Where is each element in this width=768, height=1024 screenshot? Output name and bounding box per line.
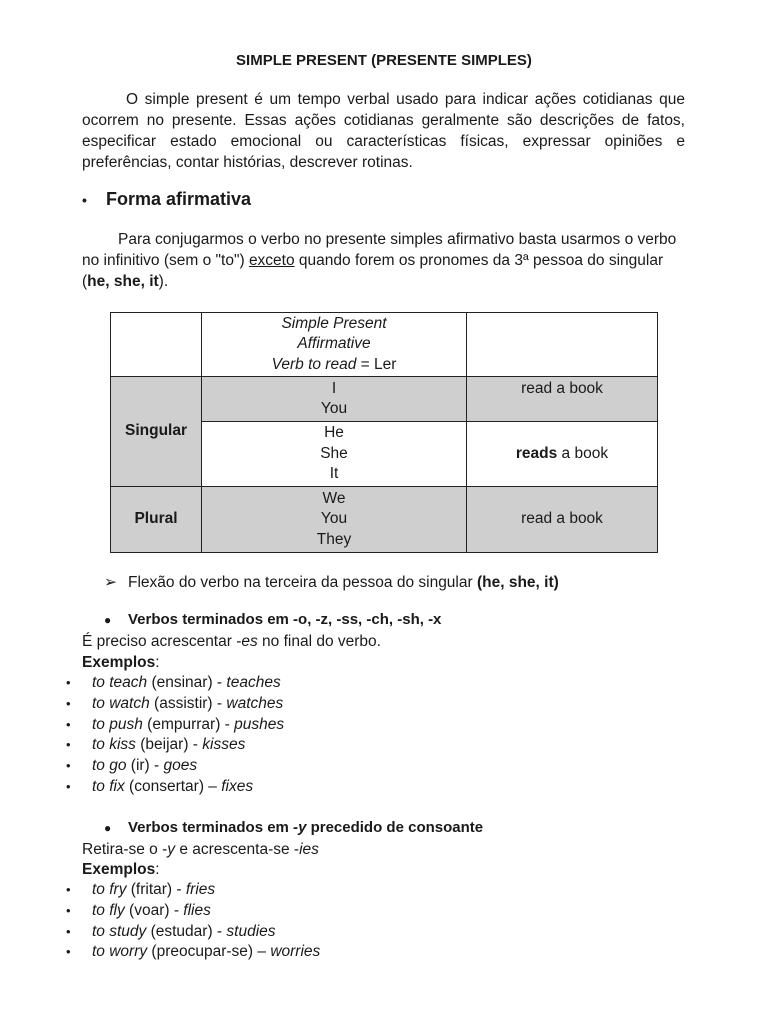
example-result: worries <box>270 943 321 961</box>
table-header-empty-cell-right <box>467 313 658 377</box>
table-header-cell <box>202 313 467 377</box>
pronoun-you-plural: You <box>320 510 348 528</box>
table-header-row <box>111 313 658 377</box>
section1-heading-text: Verbos terminados em -o, -z, -ss, -ch, -sh, -x <box>128 611 442 628</box>
flexion-pronouns: (he, she, it) <box>476 574 559 591</box>
section2-rule <box>82 839 319 860</box>
table-header-empty-cell <box>111 313 202 377</box>
list-item <box>82 694 284 715</box>
example-verb: to study <box>92 922 147 940</box>
example-verb: to fix <box>92 777 125 795</box>
list-item <box>82 777 284 798</box>
example-result: studies <box>226 922 276 940</box>
section2-rule-mid: e acrescenta-se - <box>175 841 300 858</box>
example-result: goes <box>163 757 198 775</box>
example-gloss: (empurrar) - <box>142 715 235 733</box>
affirmative-text-2: quando forem os pronomes da 3ª pessoa do singular ( <box>82 252 664 290</box>
verb-read-a-book-plural: read a book <box>521 510 603 528</box>
section2-examples-label-text: Exemplos <box>82 861 156 878</box>
header-affirmative: Affirmative <box>297 335 371 353</box>
verb-cell <box>467 377 658 422</box>
flexion-line <box>104 573 559 592</box>
example-verb: to go <box>92 757 127 775</box>
example-verb: to watch <box>92 694 150 712</box>
bullet-icon: • <box>82 192 87 208</box>
table-row <box>111 377 658 422</box>
pronoun-cell <box>202 487 467 553</box>
section2-examples-label: Exemplos: <box>82 861 160 878</box>
verb-a-book: a book <box>557 444 609 462</box>
plural-label: Plural <box>134 510 178 528</box>
singular-label-cell <box>111 377 202 487</box>
section1-examples-list <box>82 673 284 798</box>
example-gloss: (beijar) - <box>135 736 203 754</box>
pronoun-you: You <box>320 400 348 417</box>
singular-label: Singular <box>124 422 187 440</box>
bullet-icon: ● <box>104 613 112 627</box>
section1-heading <box>104 611 441 628</box>
plural-label-cell <box>111 487 202 553</box>
conjugation-table <box>110 312 658 553</box>
list-item <box>82 901 320 922</box>
pronoun-she: She <box>320 444 348 462</box>
verb-read-a-book: read a book <box>521 380 603 397</box>
verb-cell <box>467 422 658 487</box>
list-item <box>82 673 284 694</box>
affirmative-pronouns: he, she, it <box>87 273 159 290</box>
affirmative-heading-text: Forma afirmativa <box>106 189 252 209</box>
example-verb: to kiss <box>92 736 136 754</box>
example-result: flies <box>183 901 211 919</box>
affirmative-heading <box>82 189 251 210</box>
list-item <box>82 922 320 943</box>
pronoun-he: He <box>324 424 344 442</box>
section2-heading-letter: y <box>298 819 307 836</box>
pronoun-cell <box>202 422 467 487</box>
table-row <box>111 487 658 553</box>
arrow-bullet-icon: ➢ <box>104 574 117 591</box>
section1-rule-suffix: es <box>241 633 258 650</box>
example-result: pushes <box>234 715 285 733</box>
bullet-icon: ● <box>104 821 112 835</box>
example-verb: to worry <box>92 943 148 961</box>
example-gloss: (ir) - <box>126 757 164 775</box>
example-result: fixes <box>221 777 254 795</box>
example-gloss: (estudar) - <box>146 922 227 940</box>
section1-rule-post: no final do verbo. <box>257 633 381 650</box>
section2-heading-post: precedido de consoante <box>306 819 484 836</box>
section2-rule-pre: Retira-se o - <box>82 841 168 858</box>
section2-examples-list <box>82 880 320 963</box>
affirmative-text-1: Para conjugarmos o verbo no presente simples afirmativo basta usarmos o verbo no infinitivo (sem o "to") <box>82 231 677 269</box>
flexion-text: Flexão do verbo na terceira da pessoa do singular <box>128 574 477 591</box>
pronoun-we: We <box>322 489 346 507</box>
list-item <box>82 735 284 756</box>
affirmative-text-end: ). <box>158 273 169 290</box>
header-verb-translation: = Ler <box>356 355 397 373</box>
example-gloss: (preocupar-se) – <box>147 943 271 961</box>
section2-rule-suffix: ies <box>299 841 319 858</box>
section1-examples-label-text: Exemplos <box>82 654 156 671</box>
example-result: fries <box>185 881 216 898</box>
page-title: SIMPLE PRESENT (PRESENTE SIMPLES) <box>236 52 532 69</box>
section2-heading-pre: Verbos terminados em - <box>128 819 299 836</box>
affirmative-underlined: exceto <box>248 252 295 269</box>
pronoun-cell <box>202 377 467 422</box>
example-verb: to fly <box>92 901 125 919</box>
section1-rule <box>82 631 381 652</box>
example-gloss: (assistir) - <box>149 694 227 712</box>
list-item <box>82 756 284 777</box>
example-gloss: (voar) - <box>124 901 184 919</box>
pronoun-i: I <box>331 379 337 397</box>
affirmative-paragraph <box>82 229 685 292</box>
header-verb: Verb to read <box>271 355 357 373</box>
section2-heading <box>104 819 483 836</box>
example-verb: to push <box>92 715 143 733</box>
section1-examples-label: Exemplos: <box>82 654 160 671</box>
pronoun-they: They <box>316 530 352 548</box>
example-verb: to fry <box>92 881 127 898</box>
verb-cell <box>467 487 658 553</box>
example-result: watches <box>226 694 284 712</box>
example-result: kisses <box>202 736 246 754</box>
list-item <box>82 880 320 901</box>
intro-paragraph <box>82 89 685 173</box>
example-gloss: (ensinar) - <box>147 674 227 691</box>
example-result: teaches <box>226 674 281 691</box>
header-simple-present: Simple Present <box>281 314 387 332</box>
list-item <box>82 715 284 736</box>
intro-text: O simple present é um tempo verbal usado para indicar ações cotidianas que ocorrem no presente. Essas ações cotidianas geralmente são descrições de fatos, especificar estado emocional ou características físicas, expressar opiniões e preferências, contar histórias, descrever rotinas. <box>82 91 685 171</box>
example-verb: to teach <box>92 674 148 691</box>
verb-reads: reads <box>515 444 558 462</box>
section2-rule-letter: y <box>167 841 176 858</box>
section1-rule-pre: É preciso acrescentar - <box>82 633 242 650</box>
list-item <box>82 942 320 963</box>
pronoun-it: It <box>329 465 339 483</box>
example-gloss: (consertar) – <box>124 777 222 795</box>
example-gloss: (fritar) - <box>126 881 186 898</box>
